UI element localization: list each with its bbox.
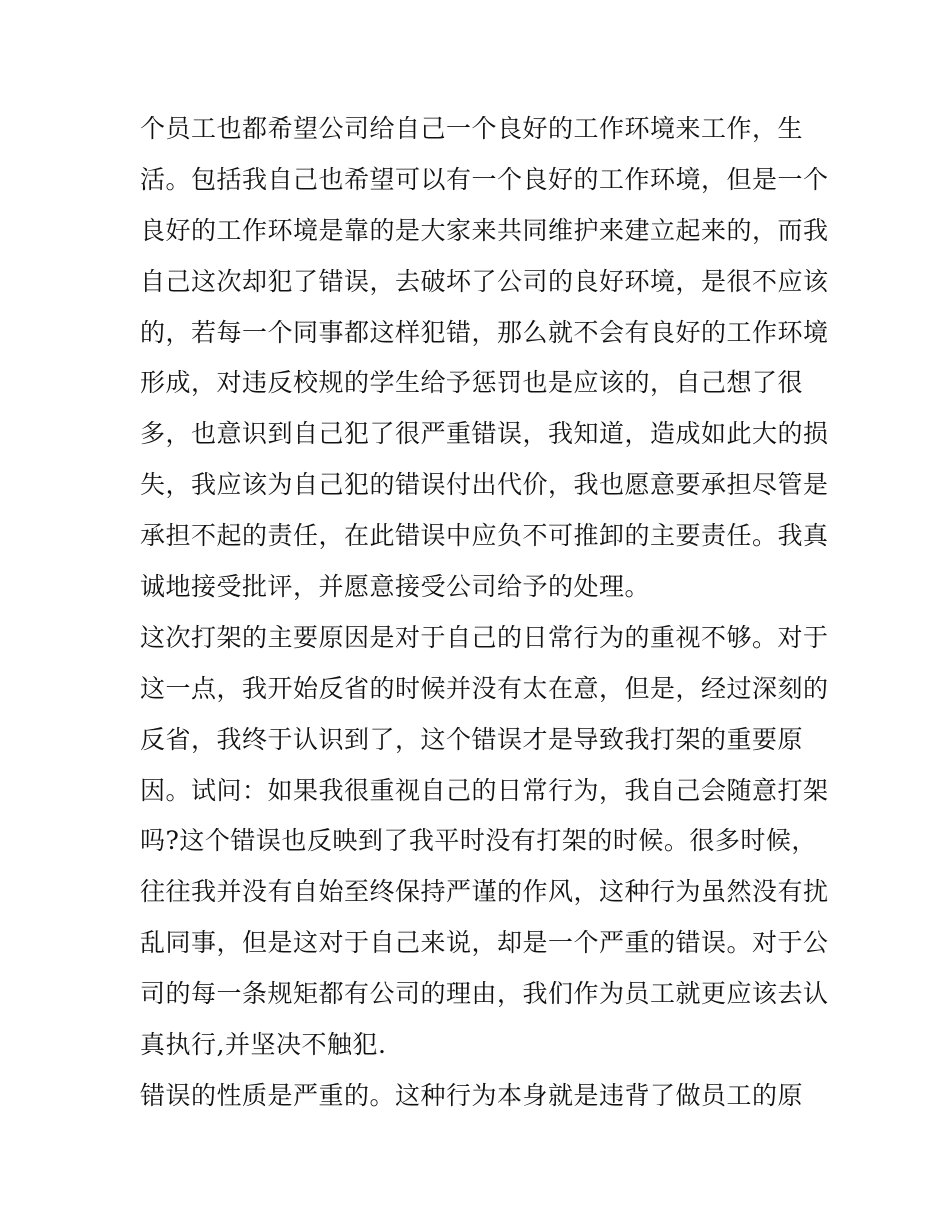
text-line: 司的每一条规矩都有公司的理由，我们作为员工就更应该去认 (140, 979, 829, 1009)
text-line: 因。试问：如果我很重视自己的日常行为，我自己会随意打架 (140, 775, 829, 805)
text-line: 失，我应该为自己犯的错误付出代价，我也愿意要承担尽管是 (140, 470, 829, 500)
text-line: 乱同事，但是这对于自己来说，却是一个严重的错误。对于公 (140, 928, 829, 958)
text-line: 自己这次却犯了错误，去破坏了公司的良好环境，是很不应该 (140, 266, 829, 296)
text-line: 活。包括我自己也希望可以有一个良好的工作环境，但是一个 (140, 164, 829, 194)
text-line: 吗?这个错误也反映到了我平时没有打架的时候。很多时候， (140, 826, 817, 856)
text-line: 这一点，我开始反省的时候并没有太在意，但是，经过深刻的 (140, 673, 829, 703)
text-line: 错误的性质是严重的。这种行为本身就是违背了做员工的原 (140, 1080, 804, 1110)
text-line: 真执行,并坚决不触犯. (140, 1030, 387, 1060)
text-line: 诚地接受批评，并愿意接受公司给予的处理。 (140, 572, 651, 602)
text-line: 反省，我终于认识到了，这个错误才是导致我打架的重要原 (140, 724, 804, 754)
text-line: 多，也意识到自己犯了很严重错误，我知道，造成如此大的损 (140, 419, 829, 449)
text-line: 的，若每一个同事都这样犯错，那么就不会有良好的工作环境 (140, 317, 829, 347)
text-line: 形成，对违反校规的学生给予惩罚也是应该的，自己想了很 (140, 368, 804, 398)
text-line: 良好的工作环境是靠的是大家来共同维护来建立起来的，而我 (140, 215, 829, 245)
document-body (140, 104, 829, 1122)
text-line: 往往我并没有自始至终保持严谨的作风，这种行为虽然没有扰 (140, 877, 829, 907)
text-line: 这次打架的主要原因是对于自己的日常行为的重视不够。对于 (140, 622, 829, 652)
text-line: 个员工也都希望公司给自己一个良好的工作环境来工作，生 (140, 114, 804, 143)
text-line: 承担不起的责任，在此错误中应负不可推卸的主要责任。我真 (140, 521, 829, 551)
